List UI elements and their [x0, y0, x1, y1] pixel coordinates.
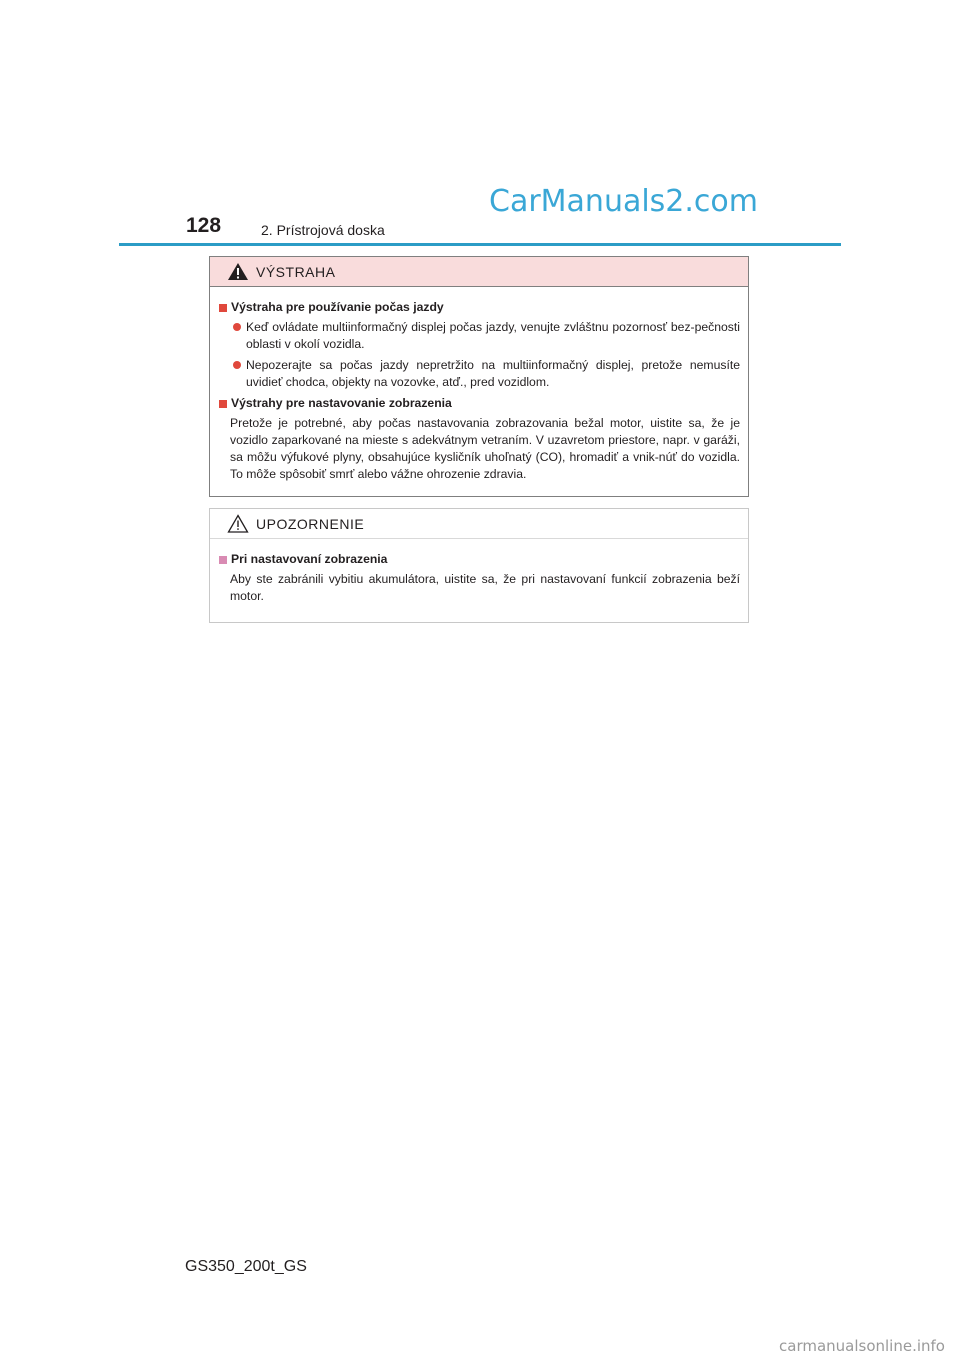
section-paragraph: Aby ste zabránili vybitiu akumulátora, uistite sa, že pri nastavovaní funkcií zobrazenia beží motor. — [230, 572, 740, 603]
section-paragraph: Pretože je potrebné, aby počas nastavovania zobrazovania bežal motor, uistite sa, že je vozidlo zaparkované na mieste s adekvátnym vetraním. V uzavretom priestore, napr. v garáži, sa môžu výfukové plyny, obsahujúce kysličník uhoľnatý (CO), hromadiť a vnik-núť do vozidla. To môže spôsobiť smrť alebo vážne ohrozenie zdravia. — [230, 416, 740, 481]
watermark-bottom: carmanualsonline.info — [779, 1337, 945, 1355]
section-title-text: Výstraha pre používanie počas jazdy — [231, 300, 444, 314]
footer-model: GS350_200t_GS — [185, 1258, 307, 1275]
header-rule — [119, 243, 841, 246]
square-bullet-icon — [219, 400, 227, 408]
section-title-text: Pri nastavovaní zobrazenia — [231, 552, 388, 566]
warning-box — [209, 256, 749, 497]
caution-title: UPOZORNENIE — [256, 515, 365, 532]
section-title — [218, 551, 740, 568]
caution-box — [209, 508, 749, 623]
round-bullet-icon — [233, 323, 241, 331]
warning-box-header — [210, 257, 748, 287]
page-number: 128 — [186, 214, 222, 237]
caution-box-header — [210, 509, 748, 539]
warning-triangle-icon — [227, 262, 249, 281]
round-bullet-icon — [233, 361, 241, 369]
warning-title: VÝSTRAHA — [256, 263, 336, 280]
warning-box-body — [210, 287, 748, 483]
bullet-item — [233, 319, 740, 353]
square-bullet-icon — [219, 304, 227, 312]
section-title-text: Výstrahy pre nastavovanie zobrazenia — [231, 396, 452, 410]
section-title — [218, 299, 740, 316]
section-title — [218, 395, 740, 412]
chapter-title: 2. Prístrojová doska — [261, 222, 385, 238]
square-bullet-icon — [219, 556, 227, 564]
watermark-top: CarManuals2.com — [489, 184, 759, 219]
caution-triangle-icon — [227, 514, 249, 533]
caution-box-body — [210, 539, 748, 605]
bullet-item — [233, 357, 740, 391]
bullet-text: Nepozerajte sa počas jazdy nepretržito na multiinformačný displej, pretože nemusíte uvidieť chodca, objekty na vozovke, atď., pred vozidlom. — [246, 358, 740, 389]
bullet-text: Keď ovládate multiinformačný displej počas jazdy, venujte zvláštnu pozornosť bez-pečnosti oblasti v okolí vozidla. — [246, 320, 740, 351]
